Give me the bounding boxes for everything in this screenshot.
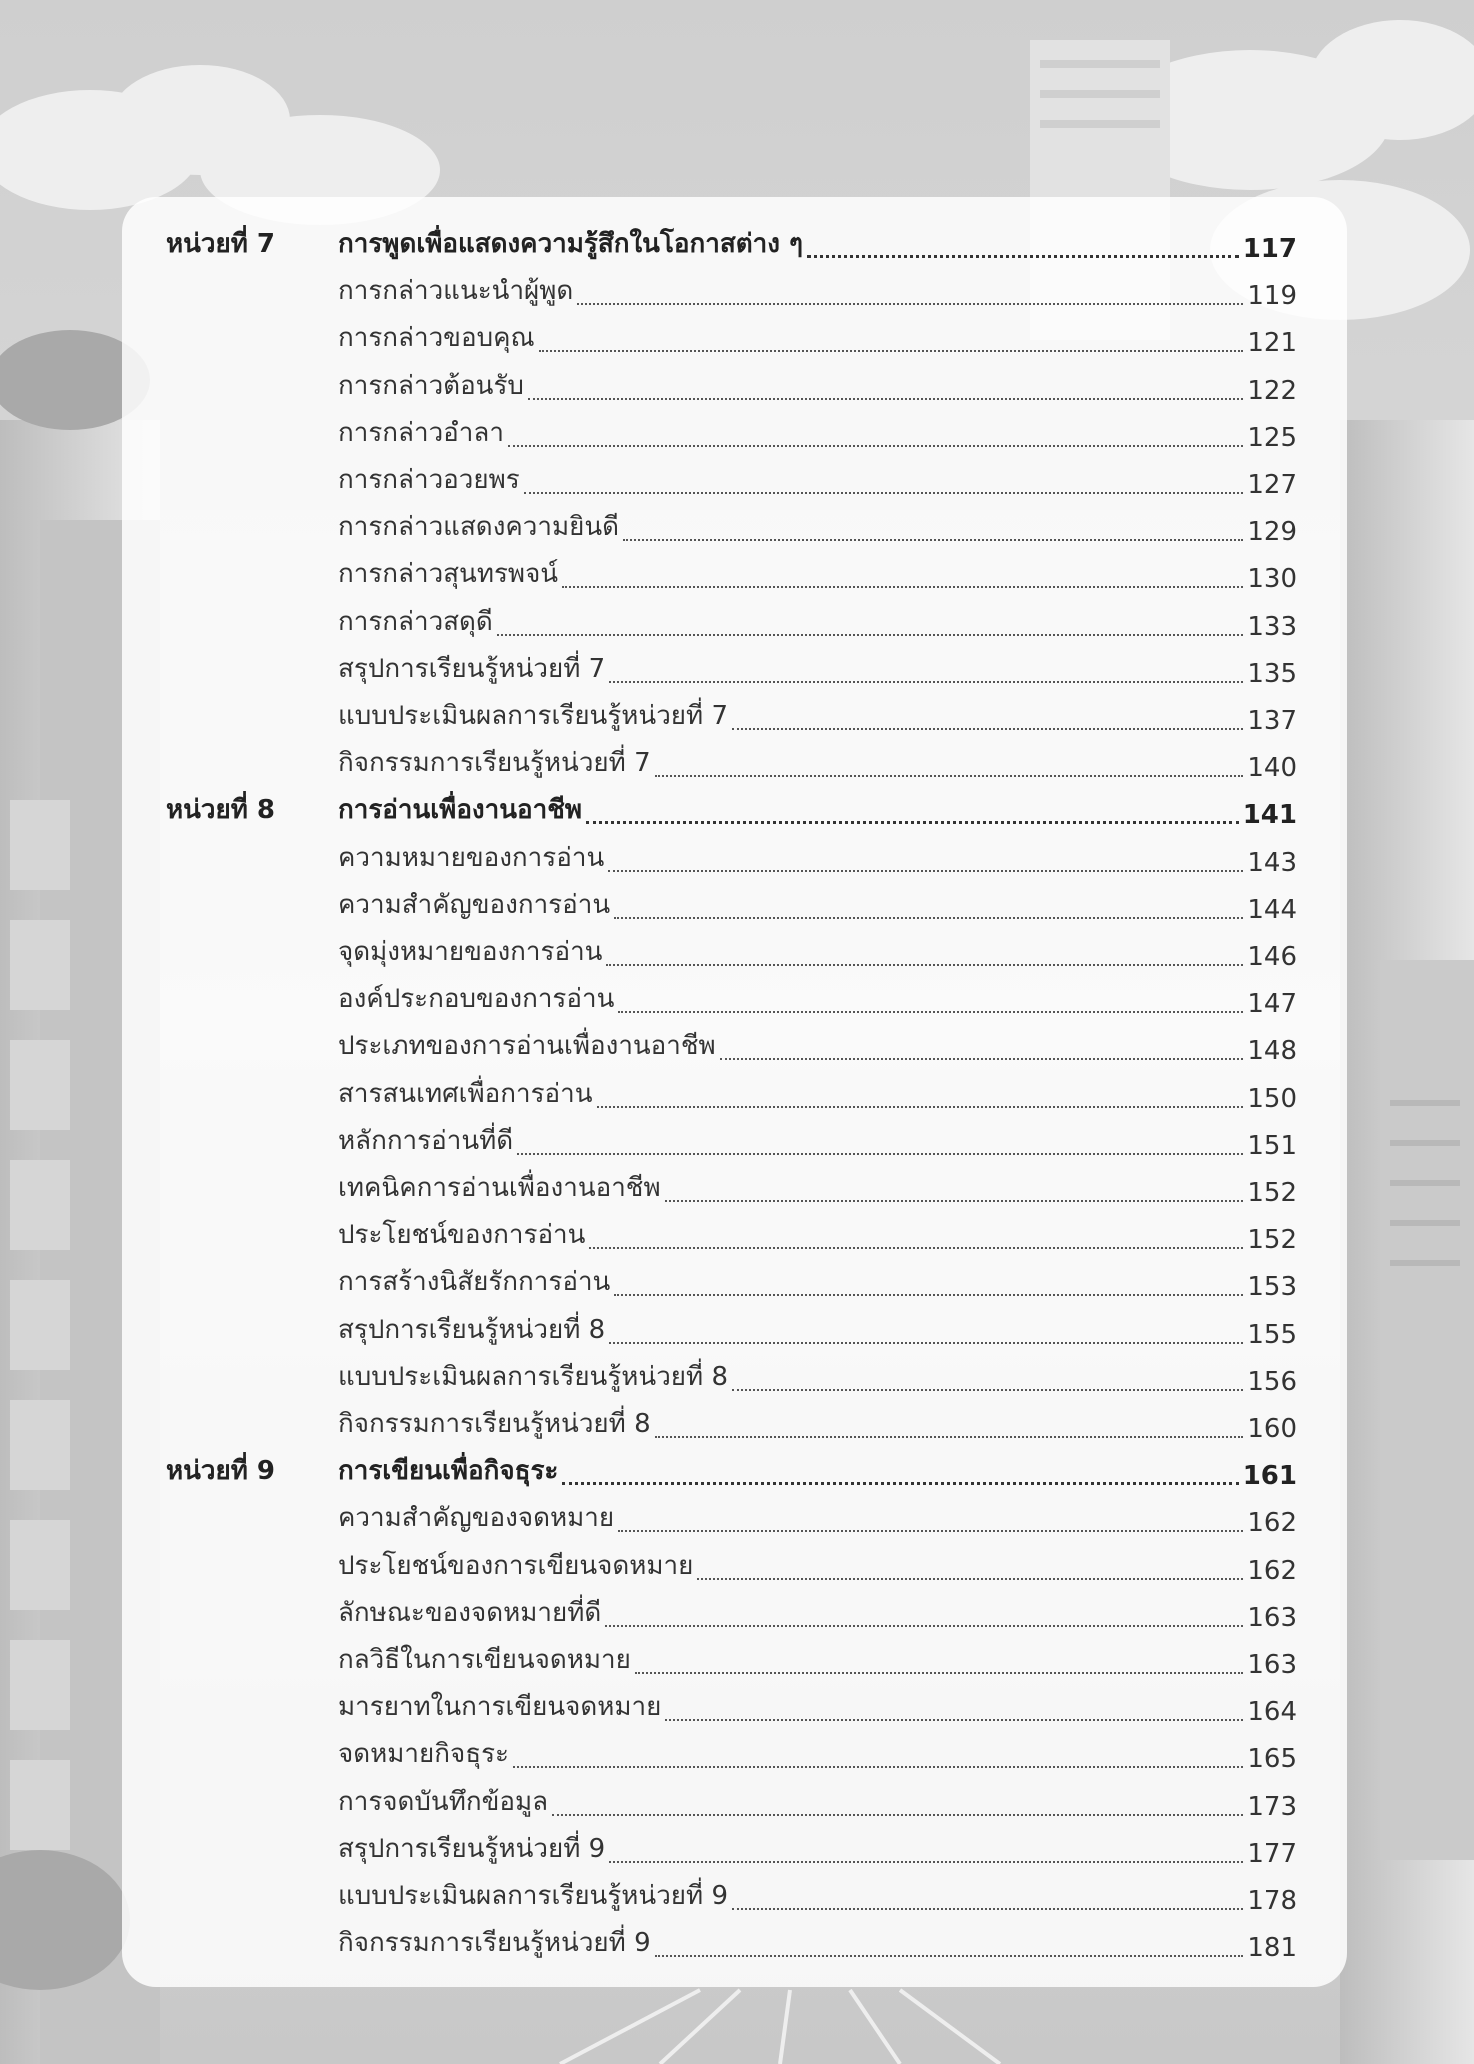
unit-title: การพูดเพื่อแสดงความรู้สึกในโอกาสต่าง ๆ <box>338 229 803 259</box>
topic-title: สรุปการเรียนรู้หน่วยที่ 8 <box>338 1314 606 1345</box>
toc-entry-row <box>122 1639 1347 1686</box>
topic-title: สรุปการเรียนรู้หน่วยที่ 7 <box>338 653 606 684</box>
dot-leader <box>807 255 1239 258</box>
topic-entry <box>338 459 1297 500</box>
toc-entry-row <box>122 1875 1347 1922</box>
page-number: 165 <box>1247 1744 1297 1775</box>
topic-entry <box>338 1214 1297 1255</box>
topic-title: ประเภทของการอ่านเพื่องานอาชีพ <box>338 1031 716 1062</box>
dot-leader <box>586 821 1239 824</box>
toc-entry-row <box>122 1403 1347 1450</box>
unit-title-entry <box>338 223 1297 264</box>
topic-entry <box>338 553 1297 594</box>
topic-entry <box>338 1545 1297 1586</box>
dot-leader <box>732 728 1243 730</box>
topic-entry <box>338 412 1297 453</box>
topic-title: ความหมายของการอ่าน <box>338 842 605 873</box>
dot-leader <box>655 775 1244 777</box>
topic-title: ความสำคัญของจดหมาย <box>338 1503 615 1534</box>
dot-leader <box>539 350 1244 352</box>
dot-leader <box>513 1766 1243 1768</box>
dot-leader <box>517 1153 1243 1155</box>
dot-leader <box>606 964 1243 966</box>
dot-leader <box>623 539 1243 541</box>
toc-entry-row <box>122 1356 1347 1403</box>
dot-leader <box>609 1861 1243 1863</box>
page-number: 119 <box>1247 281 1297 312</box>
toc-entry-row <box>122 837 1347 884</box>
topic-title: สารสนเทศเพื่อการอ่าน <box>338 1078 593 1109</box>
page-number: 144 <box>1247 894 1297 925</box>
topic-entry <box>338 1025 1297 1066</box>
toc-unit-heading-row <box>122 789 1347 836</box>
dot-leader <box>577 303 1243 305</box>
dot-leader <box>720 1058 1244 1060</box>
unit-title: การอ่านเพื่องานอาชีพ <box>338 795 583 826</box>
dot-leader <box>614 1294 1243 1296</box>
topic-title: การกล่าวอำลา <box>338 417 504 448</box>
page-number: 117 <box>1242 234 1297 264</box>
page-number: 147 <box>1247 989 1297 1020</box>
toc-entry-row <box>122 1922 1347 1969</box>
dot-leader <box>605 1625 1243 1627</box>
topic-entry <box>338 317 1297 358</box>
topic-entry <box>338 1733 1297 1774</box>
page-number: 140 <box>1247 753 1297 784</box>
dot-leader <box>562 1482 1238 1485</box>
dot-leader <box>609 1342 1243 1344</box>
toc-entry-row <box>122 1025 1347 1072</box>
toc-entry-row <box>122 553 1347 600</box>
dot-leader <box>655 1955 1244 1957</box>
topic-title: จุดมุ่งหมายของการอ่าน <box>338 937 603 967</box>
unit-label: หน่วยที่ 7 <box>166 229 276 259</box>
topic-entry <box>338 1261 1297 1302</box>
topic-entry <box>338 1497 1297 1538</box>
page-number: 130 <box>1247 564 1297 595</box>
page-number: 162 <box>1247 1508 1297 1539</box>
page-number: 137 <box>1247 706 1297 736</box>
unit-title-entry <box>338 789 1297 830</box>
table-of-contents <box>122 197 1347 1987</box>
topic-title: จดหมายกิจธุระ <box>338 1739 510 1770</box>
toc-entry-row <box>122 506 1347 553</box>
topic-title: การกล่าวแนะนำผู้พูด <box>338 276 574 307</box>
dot-leader <box>589 1247 1243 1249</box>
page-number: 150 <box>1247 1083 1297 1114</box>
topic-title: หลักการอ่านที่ดี <box>338 1125 514 1156</box>
topic-title: การจดบันทึกข้อมูล <box>338 1786 549 1817</box>
dot-leader <box>618 1011 1243 1013</box>
dot-leader <box>608 870 1243 872</box>
toc-unit-heading-row <box>122 223 1347 270</box>
toc-entry-row <box>122 1497 1347 1544</box>
topic-entry <box>338 1875 1297 1916</box>
dot-leader <box>655 1436 1244 1438</box>
toc-entry-row <box>122 317 1347 364</box>
unit-label: หน่วยที่ 9 <box>166 1456 276 1487</box>
page-number: 162 <box>1247 1555 1297 1586</box>
toc-unit-heading-row <box>122 1450 1347 1497</box>
toc-entry-row <box>122 1214 1347 1261</box>
toc-entry-row <box>122 1733 1347 1780</box>
dot-leader <box>635 1672 1244 1674</box>
dot-leader <box>562 586 1243 588</box>
dot-leader <box>665 1200 1244 1202</box>
topic-title: มารยาทในการเขียนจดหมาย <box>338 1692 662 1723</box>
topic-entry <box>338 1403 1297 1444</box>
topic-entry <box>338 1356 1297 1397</box>
topic-entry <box>338 506 1297 547</box>
topic-title: การกล่าวแสดงความยินดี <box>338 512 620 543</box>
dot-leader <box>665 1719 1243 1721</box>
unit-title-entry <box>338 1450 1297 1491</box>
topic-entry <box>338 978 1297 1019</box>
topic-title: กลวิธีในการเขียนจดหมาย <box>338 1645 631 1675</box>
dot-leader <box>552 1814 1243 1816</box>
topic-title: การกล่าวต้อนรับ <box>338 370 524 401</box>
topic-entry <box>338 1167 1297 1208</box>
topic-title: การกล่าวสุนทรพจน์ <box>338 559 559 590</box>
toc-entry-row <box>122 270 1347 317</box>
toc-entry-row <box>122 742 1347 789</box>
dot-leader <box>732 1908 1243 1910</box>
toc-entry-row <box>122 1167 1347 1214</box>
toc-entry-row <box>122 695 1347 742</box>
topic-entry <box>338 648 1297 689</box>
topic-title: ประโยชน์ของการอ่าน <box>338 1220 586 1251</box>
topic-entry <box>338 837 1297 878</box>
topic-title: ลักษณะของจดหมายที่ดี <box>338 1597 602 1628</box>
topic-entry <box>338 1922 1297 1963</box>
dot-leader <box>732 1389 1243 1391</box>
topic-entry <box>338 1781 1297 1822</box>
page-number: 153 <box>1247 1272 1297 1303</box>
page-number: 135 <box>1247 658 1297 689</box>
page-number: 151 <box>1247 1130 1297 1161</box>
toc-entry-row <box>122 884 1347 931</box>
page-number: 161 <box>1242 1461 1297 1492</box>
toc-entry-row <box>122 648 1347 695</box>
dot-leader <box>528 398 1243 400</box>
topic-title: กิจกรรมการเรียนรู้หน่วยที่ 9 <box>338 1928 651 1959</box>
page-number: 121 <box>1247 328 1297 359</box>
topic-title: กิจกรรมการเรียนรู้หน่วยที่ 8 <box>338 1409 651 1439</box>
page-number: 125 <box>1247 422 1297 453</box>
topic-title: ความสำคัญของการอ่าน <box>338 889 611 920</box>
topic-entry <box>338 931 1297 972</box>
topic-entry <box>338 1639 1297 1680</box>
topic-title: เทคนิคการอ่านเพื่องานอาชีพ <box>338 1173 661 1203</box>
dot-leader <box>614 917 1243 919</box>
page-number: 160 <box>1247 1414 1297 1444</box>
page-number: 181 <box>1247 1933 1297 1964</box>
dot-leader <box>497 634 1244 636</box>
topic-entry <box>338 1309 1297 1350</box>
toc-entry-row <box>122 1309 1347 1356</box>
page-number: 152 <box>1247 1225 1297 1256</box>
topic-title: ประโยชน์ของการเขียนจดหมาย <box>338 1550 694 1581</box>
topic-entry <box>338 1686 1297 1727</box>
unit-title: การเขียนเพื่อกิจธุระ <box>338 1456 559 1487</box>
page-number: 178 <box>1247 1886 1297 1916</box>
toc-entry-row <box>122 459 1347 506</box>
toc-entry-row <box>122 1545 1347 1592</box>
topic-entry <box>338 1828 1297 1869</box>
topic-title: แบบประเมินผลการเรียนรู้หน่วยที่ 8 <box>338 1361 728 1392</box>
toc-entry-row <box>122 1261 1347 1308</box>
page-number: 173 <box>1247 1791 1297 1822</box>
page-number: 133 <box>1247 611 1297 642</box>
toc-panel <box>122 197 1347 1987</box>
page-number: 163 <box>1247 1602 1297 1633</box>
topic-title: กิจกรรมการเรียนรู้หน่วยที่ 7 <box>338 748 651 779</box>
toc-entry-row <box>122 1073 1347 1120</box>
dot-leader <box>609 681 1243 683</box>
page-number: 155 <box>1247 1319 1297 1350</box>
page-number: 122 <box>1247 375 1297 406</box>
topic-entry <box>338 1592 1297 1633</box>
toc-entry-row <box>122 1828 1347 1875</box>
dot-leader <box>697 1578 1243 1580</box>
toc-entry-row <box>122 1781 1347 1828</box>
unit-label: หน่วยที่ 8 <box>166 795 276 826</box>
dot-leader <box>597 1106 1244 1108</box>
topic-title: องค์ประกอบของการอ่าน <box>338 984 615 1015</box>
topic-title: การสร้างนิสัยรักการอ่าน <box>338 1267 611 1298</box>
dot-leader <box>618 1530 1243 1532</box>
page-number: 129 <box>1247 517 1297 548</box>
toc-entry-row <box>122 1592 1347 1639</box>
topic-entry <box>338 601 1297 642</box>
topic-title: การกล่าวขอบคุณ <box>338 323 535 354</box>
toc-entry-row <box>122 412 1347 459</box>
toc-entry-row <box>122 1120 1347 1167</box>
toc-entry-row <box>122 978 1347 1025</box>
page-number: 177 <box>1247 1838 1297 1869</box>
page-number: 164 <box>1247 1697 1297 1728</box>
toc-entry-row <box>122 365 1347 412</box>
page-number: 148 <box>1247 1036 1297 1067</box>
topic-entry <box>338 1120 1297 1161</box>
toc-entry-row <box>122 601 1347 648</box>
topic-title: แบบประเมินผลการเรียนรู้หน่วยที่ 9 <box>338 1881 728 1911</box>
topic-entry <box>338 365 1297 406</box>
page-number: 163 <box>1247 1650 1297 1680</box>
dot-leader <box>524 492 1244 494</box>
topic-title: การกล่าวสดุดี <box>338 606 493 637</box>
page-number: 141 <box>1242 800 1297 831</box>
topic-entry <box>338 884 1297 925</box>
page-number: 152 <box>1247 1178 1297 1208</box>
page-number: 146 <box>1247 942 1297 972</box>
page-number: 156 <box>1247 1366 1297 1397</box>
dot-leader <box>508 445 1243 447</box>
topic-entry <box>338 1073 1297 1114</box>
topic-title: การกล่าวอวยพร <box>338 465 520 495</box>
page-number: 127 <box>1247 470 1297 500</box>
toc-entry-row <box>122 931 1347 978</box>
toc-entry-row <box>122 1686 1347 1733</box>
topic-title: แบบประเมินผลการเรียนรู้หน่วยที่ 7 <box>338 701 728 731</box>
page-number: 143 <box>1247 847 1297 878</box>
topic-title: สรุปการเรียนรู้หน่วยที่ 9 <box>338 1833 606 1864</box>
topic-entry <box>338 695 1297 736</box>
topic-entry <box>338 742 1297 783</box>
topic-entry <box>338 270 1297 311</box>
